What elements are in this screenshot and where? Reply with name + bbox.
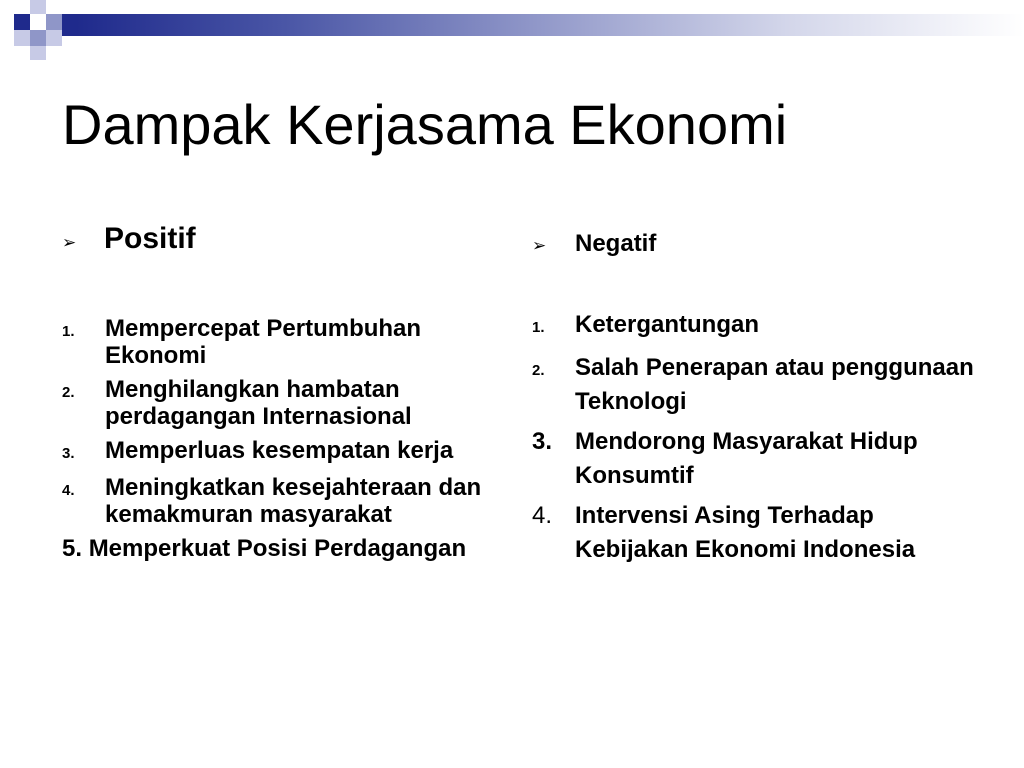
list-number: 1.: [532, 318, 545, 336]
deco-square: [46, 30, 62, 46]
list-item: [62, 474, 502, 528]
positive-list: [62, 315, 502, 562]
arrow-bullet-icon: ➢: [62, 233, 77, 252]
list-number: 3.: [532, 427, 553, 455]
deco-square: [14, 30, 30, 46]
positive-heading: Positif: [104, 222, 196, 255]
list-item: [532, 308, 992, 345]
list-item: [532, 425, 992, 493]
list-text: Ketergantungan: [575, 310, 760, 338]
list-text: Memperkuat Posisi Perdagangan: [88, 534, 467, 562]
list-item: [532, 351, 992, 419]
list-text: Mempercepat Pertumbuhan Ekonomi: [105, 314, 422, 369]
list-text: Salah Penerapan atau penggunaan Teknologi: [575, 353, 974, 415]
list-number: 3.: [62, 444, 75, 462]
deco-square: [30, 30, 46, 46]
list-number: 4.: [62, 481, 75, 499]
list-item: [62, 535, 502, 562]
list-number: 1.: [62, 322, 75, 340]
list-number: 2.: [532, 361, 545, 379]
header-decoration: [0, 0, 1024, 64]
deco-square: [30, 46, 46, 60]
list-text: Menghilangkan hambatan perdagangan Internasional: [105, 375, 412, 430]
list-item: [62, 315, 502, 369]
negative-heading: Negatif: [575, 230, 657, 257]
list-number: 2.: [62, 383, 75, 401]
positive-heading-row: [62, 222, 502, 257]
positive-column: [62, 222, 502, 569]
list-text: Intervensi Asing Terhadap Kebijakan Ekonomi Indonesia: [575, 501, 916, 563]
list-item: [532, 499, 992, 567]
negative-heading-row: [532, 230, 992, 258]
list-text: Mendorong Masyarakat Hidup Konsumtif: [575, 427, 918, 489]
list-text: Meningkatkan kesejahteraan dan kemakmuran masyarakat: [105, 473, 482, 528]
list-item: [62, 437, 502, 467]
arrow-bullet-icon: ➢: [532, 236, 547, 255]
negative-column: [532, 230, 992, 573]
list-number: 4.: [532, 501, 553, 529]
gradient-band: [76, 14, 1024, 36]
deco-square: [62, 14, 76, 36]
slide-title: Dampak Kerjasama Ekonomi: [62, 93, 788, 156]
deco-square: [14, 14, 30, 30]
list-text: Memperluas kesempatan kerja: [105, 436, 454, 464]
negative-list: [532, 308, 992, 567]
deco-square: [30, 0, 46, 14]
deco-square: [46, 14, 62, 30]
list-number: 5.: [62, 534, 83, 562]
list-item: [62, 376, 502, 430]
